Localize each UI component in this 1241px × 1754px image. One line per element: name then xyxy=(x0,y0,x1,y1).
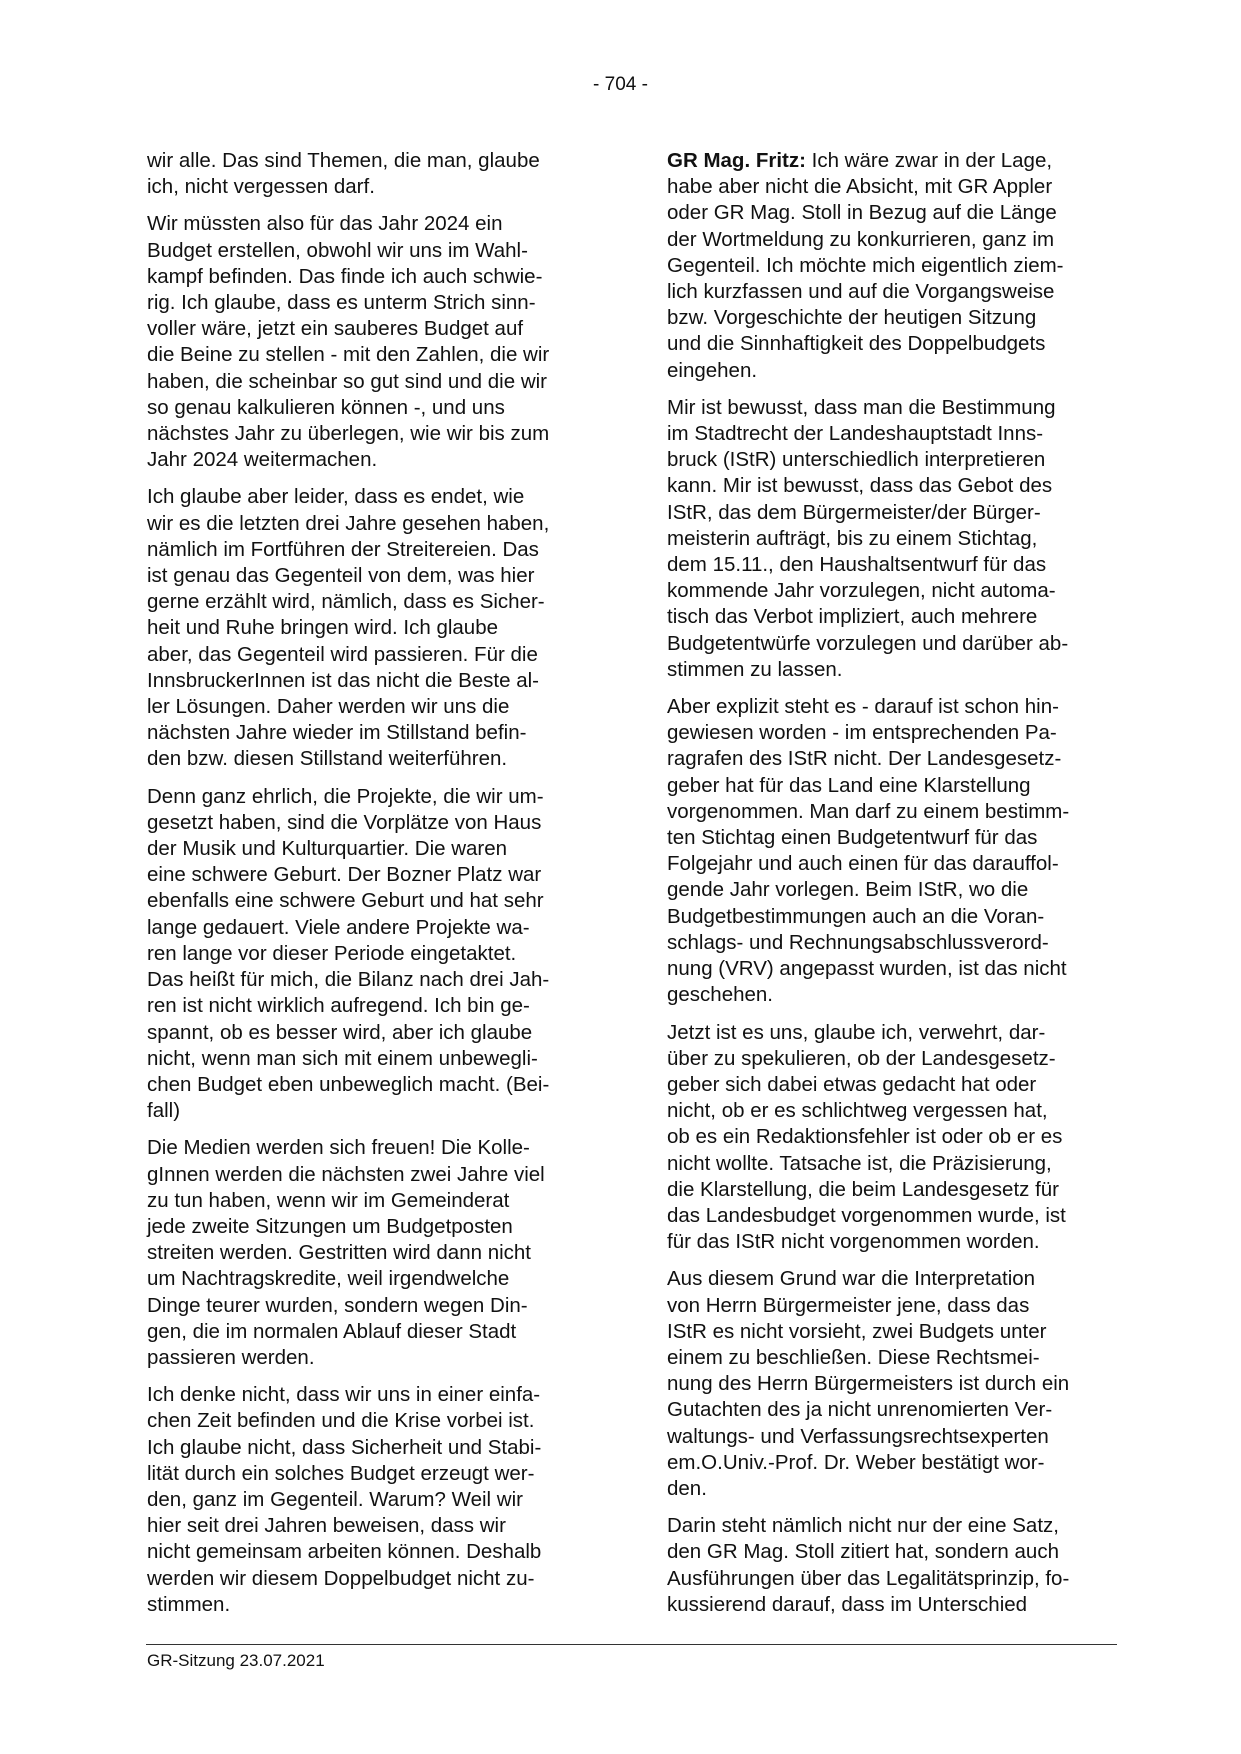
text-line: werden wir diesem Doppelbudget nicht zu- xyxy=(147,1566,535,1590)
text-line: schlags- und Rechnungsabschlussverord- xyxy=(667,930,1049,954)
text-line: ebenfalls eine schwere Geburt und hat sehr xyxy=(147,889,544,913)
text-line: geber sich dabei etwas gedacht hat oder xyxy=(667,1072,1037,1096)
text-line: Budget erstellen, obwohl wir uns im Wahl- xyxy=(147,238,528,262)
text-line: ist genau das Gegenteil von dem, was hier xyxy=(147,564,535,588)
paragraph xyxy=(147,211,605,473)
text-line: lange gedauert. Viele andere Projekte wa- xyxy=(147,915,530,939)
text-line: chen Zeit befinden und die Krise vorbei ist. xyxy=(147,1409,535,1433)
text-line: einem zu beschließen. Diese Rechtsmei- xyxy=(667,1345,1040,1369)
text-line: IStR, das dem Bürgermeister/der Bürger- xyxy=(667,500,1041,524)
paragraph xyxy=(667,1266,1125,1502)
speaker-name: GR Mag. Fritz: xyxy=(667,149,806,172)
text-line: den, ganz im Gegenteil. Warum? Weil wir xyxy=(147,1487,523,1511)
text-line: Denn ganz ehrlich, die Projekte, die wir um- xyxy=(147,784,544,808)
text-line: Die Medien werden sich freuen! Die Kolle- xyxy=(147,1136,530,1160)
text-line: Aber explizit steht es - darauf ist schon hin- xyxy=(667,695,1059,719)
text-line: InnsbruckerInnen ist das nicht die Beste al- xyxy=(147,668,539,692)
text-line: stimmen. xyxy=(147,1592,231,1616)
text-line: jede zweite Sitzungen um Budgetposten xyxy=(147,1214,513,1238)
text-line: nicht, wenn man sich mit einem unbewegli- xyxy=(147,1046,538,1070)
text-line: gesetzt haben, sind die Vorplätze von Haus xyxy=(147,810,542,834)
page-number: - 704 - xyxy=(593,74,648,95)
text-line: zu tun haben, wenn wir im Gemeinderat xyxy=(147,1188,510,1212)
text-line: vorgenommen. Man darf zu einem bestimm- xyxy=(667,799,1070,823)
text-line: eine schwere Geburt. Der Bozner Platz war xyxy=(147,863,542,887)
text-line: em.O.Univ.-Prof. Dr. Weber bestätigt wor- xyxy=(667,1450,1045,1474)
text-line: der Wortmeldung zu konkurrieren, ganz im xyxy=(667,227,1055,251)
text-line: über zu spekulieren, ob der Landesgesetz- xyxy=(667,1046,1056,1070)
text-line: nämlich im Fortführen der Streitereien. Das xyxy=(147,537,539,561)
text-line: nicht, ob er es schlichtweg vergessen hat, xyxy=(667,1099,1048,1123)
text-line: ich, nicht vergessen darf. xyxy=(147,175,375,199)
text-line: wir alle. Das sind Themen, die man, glaube xyxy=(147,149,540,172)
text-line: gende Jahr vorlegen. Beim IStR, wo die xyxy=(667,878,1029,902)
text-line: bruck (IStR) unterschiedlich interpretieren xyxy=(667,448,1046,472)
text-line: habe aber nicht die Absicht, mit GR Appler xyxy=(667,175,1053,199)
right-column xyxy=(667,148,1125,1629)
text-line: Budgetentwürfe vorzulegen und darüber ab- xyxy=(667,631,1069,655)
text-line: spannt, ob es besser wird, aber ich glaube xyxy=(147,1020,533,1044)
footer-session-date: GR-Sitzung 23.07.2021 xyxy=(147,1651,325,1670)
text-line: Folgejahr und auch einen für das darauffol- xyxy=(667,852,1059,876)
paragraph xyxy=(667,1513,1125,1618)
text-line: nung des Herrn Bürgermeisters ist durch ein xyxy=(667,1372,1070,1396)
text-line: voller wäre, jetzt ein sauberes Budget auf xyxy=(147,317,524,341)
paragraph xyxy=(147,484,605,772)
text-line: für das IStR nicht vorgenommen worden. xyxy=(667,1230,1040,1254)
text-line: Jahr 2024 weitermachen. xyxy=(147,448,378,472)
text-line: die Klarstellung, die beim Landesgesetz für xyxy=(667,1177,1060,1201)
text-line: gerne erzählt wird, nämlich, dass es Sicher- xyxy=(147,590,545,614)
text-line: von Herrn Bürgermeister jene, dass das xyxy=(667,1293,1030,1317)
text-line: rig. Ich glaube, dass es unterm Strich sinn- xyxy=(147,291,536,315)
text-line: ragrafen des IStR nicht. Der Landesgesetz- xyxy=(667,747,1062,771)
text-line: Ich denke nicht, dass wir uns in einer einfa- xyxy=(147,1383,541,1407)
text-line: Gegenteil. Ich möchte mich eigentlich ziem- xyxy=(667,253,1064,277)
text-line: Aus diesem Grund war die Interpretation xyxy=(667,1267,1036,1291)
text-line: haben, die scheinbar so gut sind und die wir xyxy=(147,369,548,393)
text-line: gewiesen worden - im entsprechenden Pa- xyxy=(667,721,1057,745)
text-line: um Nachtragskredite, weil irgendwelche xyxy=(147,1267,510,1291)
text-line: Budgetbestimmungen auch an die Voran- xyxy=(667,904,1045,928)
text-line: den. xyxy=(667,1476,707,1500)
text-line: Ich glaube nicht, dass Sicherheit und Stabi- xyxy=(147,1435,542,1459)
text-line: kommende Jahr vorzulegen, nicht automa- xyxy=(667,579,1056,603)
text-line: lität durch ein solches Budget erzeugt wer- xyxy=(147,1461,535,1485)
text-line: gInnen werden die nächsten zwei Jahre viel xyxy=(147,1162,545,1186)
paragraph xyxy=(667,694,1125,1008)
text-line: nung (VRV) angepasst wurden, ist das nicht xyxy=(667,957,1067,981)
text-line: meisterin aufträgt, bis zu einem Stichtag, xyxy=(667,526,1038,550)
text-line: gen, die im normalen Ablauf dieser Stadt xyxy=(147,1319,517,1343)
text-line: lich kurzfassen und auf die Vorgangsweise xyxy=(667,280,1055,304)
text-line: wir es die letzten drei Jahre gesehen haben, xyxy=(147,511,550,535)
text-line: Mir ist bewusst, dass man die Bestimmung xyxy=(667,395,1056,419)
text-line: Jetzt ist es uns, glaube ich, verwehrt, dar- xyxy=(667,1020,1046,1044)
footer-divider xyxy=(146,1644,1117,1645)
text-line: IStR es nicht vorsieht, zwei Budgets unter xyxy=(667,1319,1047,1343)
text-line: fall) xyxy=(147,1099,181,1123)
text-line: die Beine zu stellen - mit den Zahlen, die wir xyxy=(147,343,550,367)
text-line: nicht gemeinsam arbeiten können. Deshalb xyxy=(147,1540,542,1564)
text-line: das Landesbudget vorgenommen wurde, ist xyxy=(667,1203,1066,1227)
speaker-text: Ich wäre zwar in der Lage, xyxy=(805,149,1053,172)
text-line: kann. Mir ist bewusst, dass das Gebot des xyxy=(667,474,1053,498)
text-line: waltungs- und Verfassungsrechtsexperten xyxy=(667,1424,1049,1448)
paragraph xyxy=(147,1382,605,1618)
paragraph xyxy=(147,784,605,1125)
text-line: oder GR Mag. Stoll in Bezug auf die Länge xyxy=(667,201,1057,225)
text-line: Darin steht nämlich nicht nur der eine Satz, xyxy=(667,1514,1059,1538)
text-line: aber, das Gegenteil wird passieren. Für die xyxy=(147,642,538,666)
text-line: geschehen. xyxy=(667,983,774,1007)
text-line: hier seit drei Jahren beweisen, dass wir xyxy=(147,1514,506,1538)
text-line: ten Stichtag einen Budgetentwurf für das xyxy=(667,826,1038,850)
paragraph xyxy=(147,148,605,200)
text-line: dem 15.11., den Haushaltsentwurf für das xyxy=(667,553,1047,577)
text-line: bzw. Vorgeschichte der heutigen Sitzung xyxy=(667,306,1037,330)
paragraph xyxy=(667,395,1125,683)
text-line: streiten werden. Gestritten wird dann nicht xyxy=(147,1241,531,1265)
text-line: Gutachten des ja nicht unrenomierten Ver- xyxy=(667,1398,1053,1422)
text-line: ler Lösungen. Daher werden wir uns die xyxy=(147,695,510,719)
text-line: geber hat für das Land eine Klarstellung xyxy=(667,773,1031,797)
text-line: stimmen zu lassen. xyxy=(667,657,843,681)
text-line: der Musik und Kulturquartier. Die waren xyxy=(147,837,508,861)
text-line: chen Budget eben unbeweglich macht. (Bei- xyxy=(147,1072,550,1096)
text-line: kussierend darauf, dass im Unterschied xyxy=(667,1592,1028,1616)
text-line: den bzw. diesen Stillstand weiterführen. xyxy=(147,747,508,771)
text-line: tisch das Verbot impliziert, auch mehrere xyxy=(667,605,1038,629)
paragraph xyxy=(667,1020,1125,1256)
text-line: eingehen. xyxy=(667,358,758,382)
text-line: kampf befinden. Das finde ich auch schwie- xyxy=(147,264,543,288)
text-line: heit und Ruhe bringen wird. Ich glaube xyxy=(147,616,499,640)
text-line: ob es ein Redaktionsfehler ist oder ob er es xyxy=(667,1125,1063,1149)
text-line: Ausführungen über das Legalitätsprinzip, fo- xyxy=(667,1566,1070,1590)
text-line: nicht wollte. Tatsache ist, die Präzisierung, xyxy=(667,1151,1052,1175)
text-line: nächsten Jahre wieder im Stillstand befin- xyxy=(147,721,527,745)
text-line: ren ist nicht wirklich aufregend. Ich bin ge- xyxy=(147,994,530,1018)
text-line: Das heißt für mich, die Bilanz nach drei Jah- xyxy=(147,968,550,992)
text-line: nächstes Jahr zu überlegen, wie wir bis zum xyxy=(147,422,550,446)
text-line: den GR Mag. Stoll zitiert hat, sondern auch xyxy=(667,1540,1059,1564)
text-line: so genau kalkulieren können -, und uns xyxy=(147,395,505,419)
text-line: und die Sinnhaftigkeit des Doppelbudgets xyxy=(667,332,1046,356)
text-line: im Stadtrecht der Landeshauptstadt Inns- xyxy=(667,422,1044,446)
text-line: Ich glaube aber leider, dass es endet, wie xyxy=(147,485,525,509)
paragraph xyxy=(667,148,1125,384)
paragraph xyxy=(147,1135,605,1371)
text-line: passieren werden. xyxy=(147,1345,315,1369)
text-line: Wir müssten also für das Jahr 2024 ein xyxy=(147,212,503,236)
text-line: ren lange vor dieser Periode eingetaktet. xyxy=(147,941,517,965)
text-line: Dinge teurer wurden, sondern wegen Din- xyxy=(147,1293,528,1317)
text-line xyxy=(667,148,1125,174)
left-column xyxy=(147,148,605,1629)
